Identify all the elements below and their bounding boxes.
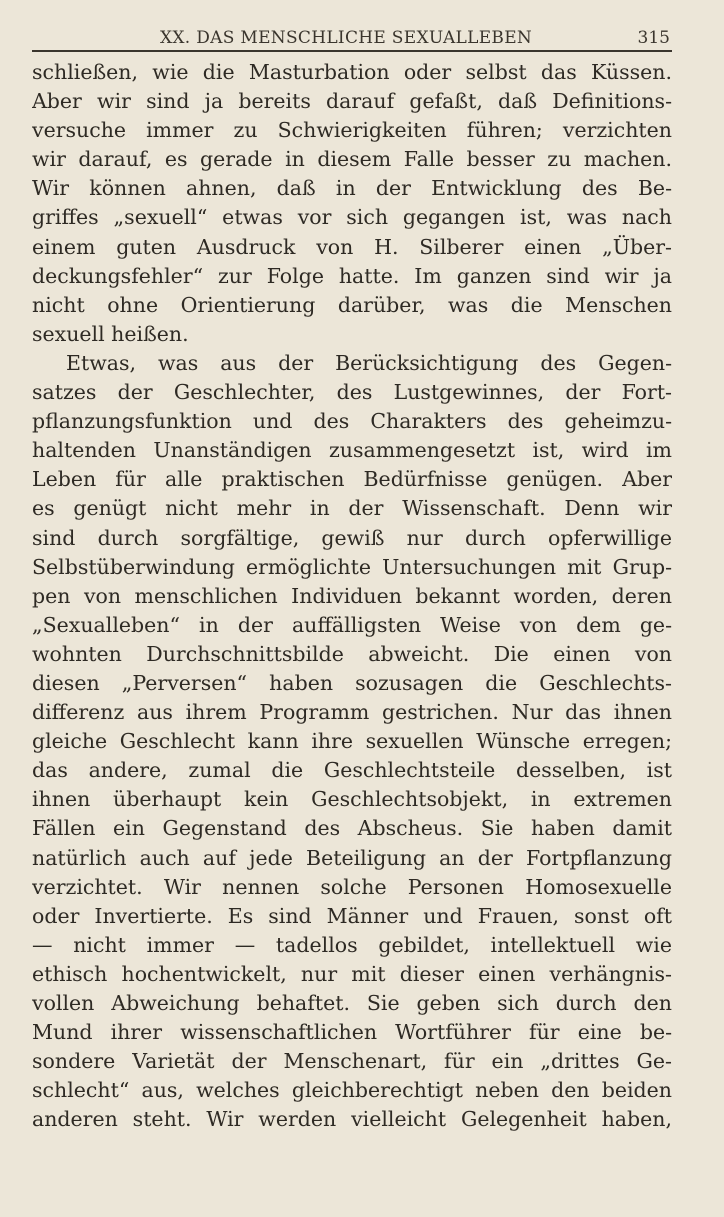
text-line: sind durch sorgfältige, gewiß nur durch opferwillige	[32, 525, 672, 550]
text-line: einem guten Ausdruck von H. Silberer einen „Über-	[32, 234, 672, 259]
text-line: ethisch hochentwickelt, nur mit dieser einen verhängnis-	[32, 961, 672, 986]
text-line: Leben für alle praktischen Bedürfnisse genügen. Aber	[32, 467, 672, 492]
text-line: — nicht immer — tadellos gebildet, intellektuell wie	[32, 932, 672, 957]
text-line: sexuell heißen.	[32, 321, 189, 346]
text-line: „Sexualleben“ in der auffälligsten Weise von dem ge-	[32, 612, 672, 637]
text-line: gleiche Geschlecht kann ihre sexuellen Wünsche erregen;	[32, 729, 672, 754]
text-line: sondere Varietät der Menschenart, für ein „drittes Ge-	[32, 1049, 672, 1074]
text-line: pflanzungsfunktion und des Charakters des geheimzu-	[32, 409, 672, 434]
text-line: Wir können ahnen, daß in der Entwicklung des Be-	[32, 176, 672, 201]
text-line: versuche immer zu Schwierigkeiten führen; verzichten	[32, 118, 672, 143]
text-line: es genügt nicht mehr in der Wissenschaft. Denn wir	[32, 496, 672, 521]
page-number: 315	[637, 28, 670, 48]
text-line: pen von menschlichen Individuen bekannt worden, deren	[32, 583, 672, 608]
text-line: diesen „Perversen“ haben sozusagen die Geschlechts-	[32, 670, 672, 695]
text-line: differenz aus ihrem Programm gestrichen. Nur das ihnen	[32, 700, 672, 725]
text-line: Fällen ein Gegenstand des Abscheus. Sie haben damit	[32, 816, 672, 841]
text-line: nicht ohne Orientierung darüber, was die Menschen	[32, 292, 672, 317]
text-line: Mund ihrer wissenschaftlichen Wortführer für eine be-	[32, 1020, 672, 1045]
text-line: Selbstüberwindung ermöglichte Untersuchungen mit Grup-	[32, 554, 672, 579]
text-line: oder Invertierte. Es sind Männer und Frauen, sonst oft	[32, 903, 672, 928]
text-line: natürlich auch auf jede Beteiligung an der Fortpflanzung	[32, 845, 672, 870]
text-line: haltenden Unanständigen zusammengesetzt ist, wird im	[32, 438, 672, 463]
text-line: Etwas, was aus der Berücksichtigung des Gegen-	[66, 350, 672, 375]
body-text	[32, 58, 672, 1134]
text-line: schließen, wie die Masturbation oder selbst das Küssen.	[32, 60, 672, 84]
running-head	[32, 24, 672, 52]
text-line: wir darauf, es gerade in diesem Falle besser zu machen.	[32, 147, 672, 172]
text-line: deckungsfehler“ zur Folge hatte. Im ganzen sind wir ja	[32, 263, 672, 288]
text-line: vollen Abweichung behaftet. Sie geben sich durch den	[32, 991, 672, 1015]
text-line: Aber wir sind ja bereits darauf gefaßt, daß Definitions-	[32, 89, 672, 114]
text-line: das andere, zumal die Geschlechtsteile desselben, ist	[32, 758, 672, 783]
running-title: XX. DAS MENSCHLICHE SEXUALLEBEN	[160, 28, 533, 48]
text-line: satzes der Geschlechter, des Lustgewinnes, der Fort-	[32, 380, 672, 405]
text-line: wohnten Durchschnittsbilde abweicht. Die einen von	[32, 641, 672, 666]
text-line: griffes „sexuell“ etwas vor sich gegangen ist, was nach	[32, 205, 672, 230]
text-line: anderen steht. Wir werden vielleicht Gelegenheit haben,	[32, 1107, 672, 1132]
text-line: schlecht“ aus, welches gleichberechtigt neben den beiden	[32, 1078, 672, 1103]
text-line: verzichtet. Wir nennen solche Personen Homosexuelle	[32, 874, 672, 899]
text-line: ihnen überhaupt kein Geschlechtsobjekt, in extremen	[32, 787, 672, 812]
